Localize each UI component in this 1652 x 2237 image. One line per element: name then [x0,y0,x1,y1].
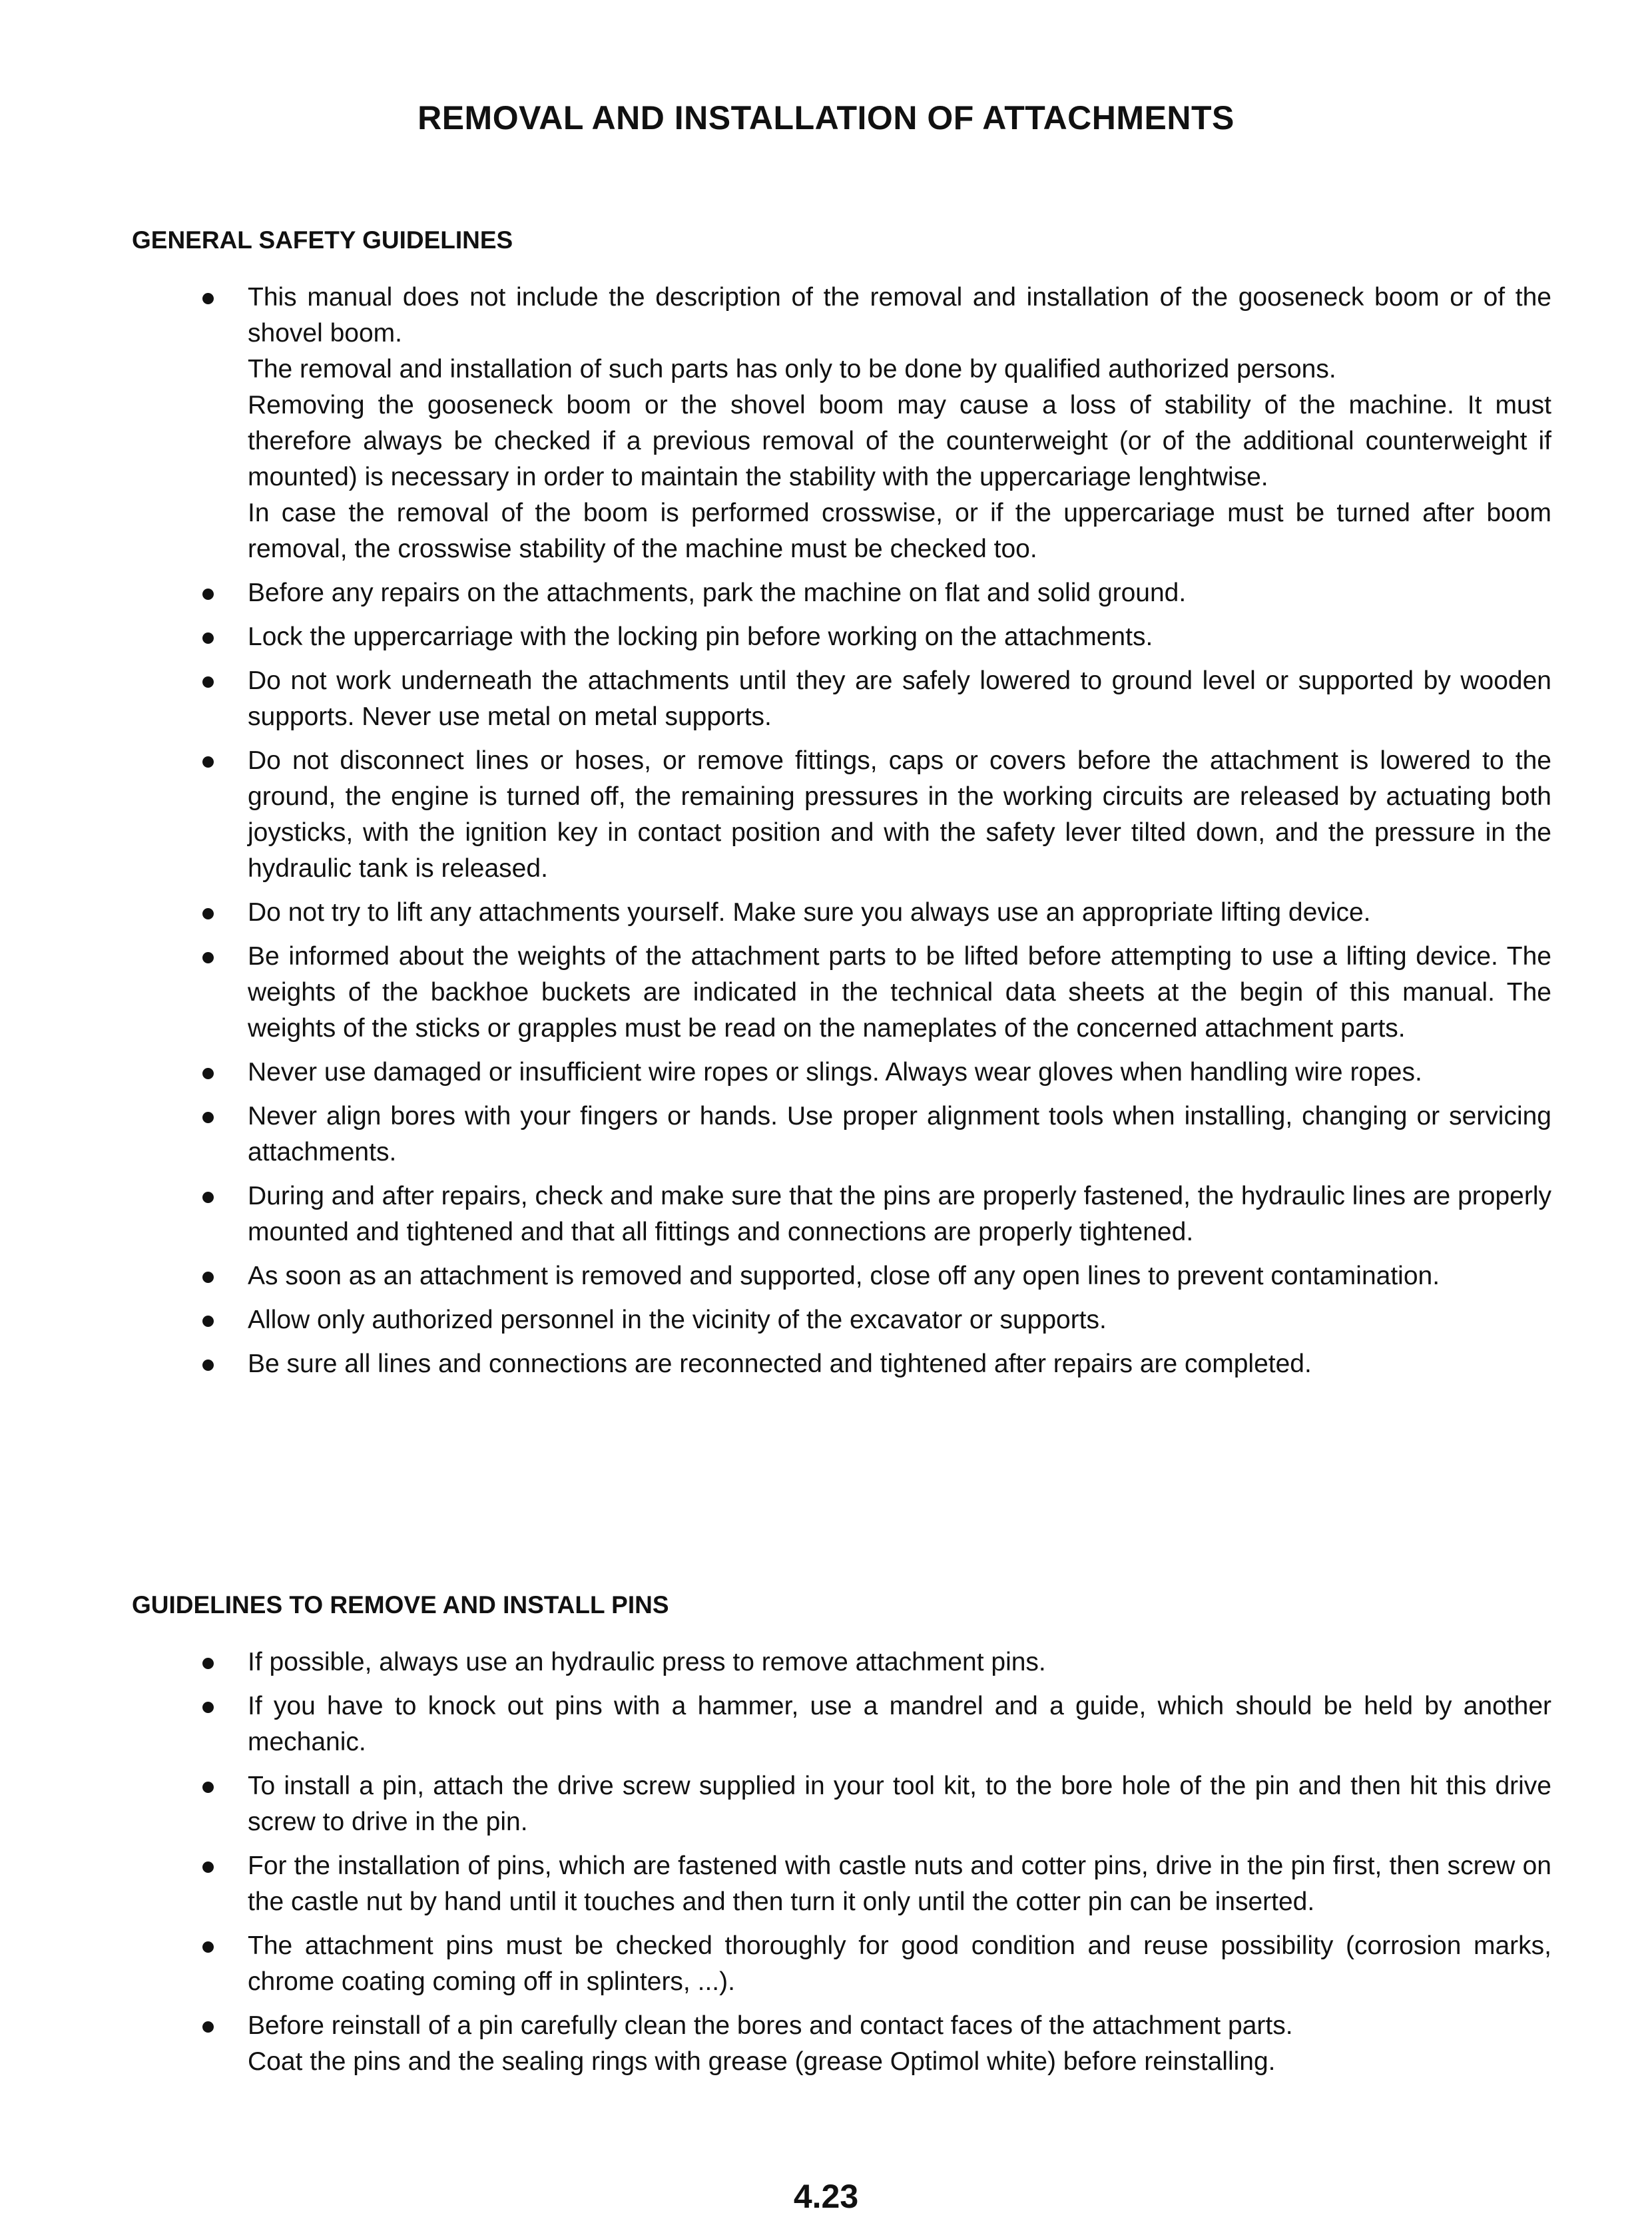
bullet-icon [202,1658,214,1669]
bullet-icon [202,1862,214,1873]
list-item [200,2008,1551,2080]
bullet-icon [202,952,214,963]
bullet-icon [202,2021,214,2033]
list-item [200,1346,1551,1382]
bullet-text: Before reinstall of a pin carefully clean the bores and contact faces of the attachment parts. [248,2011,1293,2040]
bullet-icon [202,1316,214,1327]
bullet-text: Coat the pins and the sealing rings with grease (grease Optimol white) before reinstalling. [248,2047,1276,2076]
bullet-text: Before any repairs on the attachments, park the machine on flat and solid ground. [248,579,1187,607]
bullet-text: The attachment pins must be checked thoroughly for good condition and reuse possibility (corrosion marks, chrome coating coming off in splinters, ...). [248,1931,1551,1996]
bullet-text: Do not try to lift any attachments yourself. Make sure you always use an appropriate lifting device. [248,898,1371,927]
list-item [200,1644,1551,1680]
bullet-text: For the installation of pins, which are fastened with castle nuts and cotter pins, drive in the pin first, then screw on the castle nut by hand until it touches and then turn it only until the cotter pin can be inserted. [248,1852,1551,1916]
bullet-icon [202,1702,214,1713]
bullet-text: Do not work underneath the attachments until they are safely lowered to ground level or supported by wooden supports. Never use metal on metal supports. [248,666,1551,731]
bullet-text: If possible, always use an hydraulic press to remove attachment pins. [248,1648,1046,1676]
bullet-icon [202,1782,214,1793]
bullet-icon [202,293,214,304]
bullet-text: Removing the gooseneck boom or the shovel boom may cause a loss of stability of the machine. It must therefore always be checked if a previous removal of the counterweight (or of the additional counterweight if mounted) is necessary in order to maintain the stability with the uppercariage lenghtwise. [248,391,1551,491]
bullet-icon [202,1112,214,1123]
list-item [200,1768,1551,1840]
bullet-icon [202,1272,214,1283]
list-item [200,895,1551,931]
bullet-text: During and after repairs, check and make sure that the pins are properly fastened, the hydraulic lines are properly mounted and tightened and that all fittings and connections are properly tightened. [248,1182,1551,1246]
bullet-icon [202,1068,214,1079]
page-number: 4.23 [793,2178,859,2215]
bullet-text: Never use damaged or insufficient wire ropes or slings. Always wear gloves when handling wire ropes. [248,1058,1422,1087]
bullet-text: Lock the uppercarriage with the locking pin before working on the attachments. [248,622,1153,651]
list-item [200,1928,1551,2000]
page-title: REMOVAL AND INSTALLATION OF ATTACHMENTS [417,99,1235,136]
bullet-text: As soon as an attachment is removed and supported, close off any open lines to prevent contamination. [248,1262,1440,1290]
list-item [200,939,1551,1047]
bullet-icon [202,908,214,919]
list-item [200,1688,1551,1760]
list-item [200,1099,1551,1170]
section-heading-general-safety: GENERAL SAFETY GUIDELINES [132,226,513,254]
bullet-text: In case the removal of the boom is performed crosswise, or if the uppercariage must be turned after boom removal, the crosswise stability of the machine must be checked too. [248,499,1551,563]
list-item [200,619,1551,655]
list-item [200,1055,1551,1091]
bullet-text: Never align bores with your fingers or hands. Use proper alignment tools when installing, changing or servicing attachments. [248,1102,1551,1166]
list-item [200,743,1551,887]
list-item [200,280,1551,567]
bullet-text: Allow only authorized personnel in the vicinity of the excavator or supports. [248,1306,1107,1334]
bullet-text: Be informed about the weights of the attachment parts to be lifted before attempting to use a lifting device. The weights of the backhoe buckets are indicated in the technical data sheets at the begin of this manual. The weights of the sticks or grapples must be read on the nameplates of the concerned attachment parts. [248,942,1551,1043]
bullet-text: To install a pin, attach the drive screw supplied in your tool kit, to the bore hole of the pin and then hit this drive screw to drive in the pin. [248,1772,1551,1836]
bullet-text: This manual does not include the description of the removal and installation of the gooseneck boom or of the shovel boom. [248,283,1551,348]
bullet-icon [202,1360,214,1371]
bullet-text: The removal and installation of such parts has only to be done by qualified authorized persons. [248,355,1336,383]
list-item [200,1258,1551,1294]
section-heading-pins: GUIDELINES TO REMOVE AND INSTALL PINS [132,1591,669,1618]
list-item [200,1848,1551,1920]
bullet-icon [202,1941,214,1953]
bullet-icon [202,589,214,600]
bullet-icon [202,676,214,688]
list-item [200,663,1551,735]
bullet-icon [202,756,214,768]
pins-guidelines-list [200,1644,1551,2088]
general-safety-list [200,280,1551,1390]
bullet-text: Be sure all lines and connections are reconnected and tightened after repairs are completed. [248,1350,1312,1378]
list-item [200,1302,1551,1338]
list-item [200,1178,1551,1250]
list-item [200,575,1551,611]
bullet-icon [202,632,214,644]
bullet-text: If you have to knock out pins with a hammer, use a mandrel and a guide, which should be held by another mechanic. [248,1692,1551,1756]
bullet-icon [202,1192,214,1203]
bullet-text: Do not disconnect lines or hoses, or remove fittings, caps or covers before the attachment is lowered to the ground, the engine is turned off, the remaining pressures in the working circuits are released by actuating both joysticks, with the ignition key in contact position and with the safety lever tilted down, and the pressure in the hydraulic tank is released. [248,746,1551,883]
